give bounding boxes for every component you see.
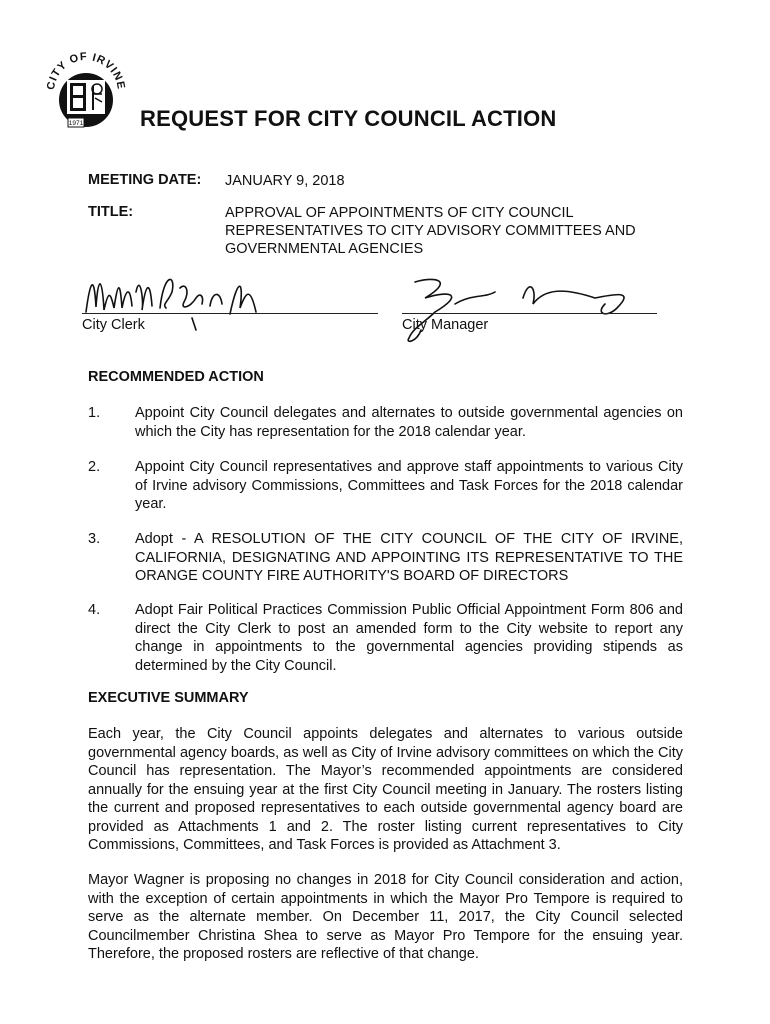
manager-signature-label: City Manager (402, 317, 489, 333)
title-value (225, 204, 685, 258)
document-title: REQUEST FOR CITY COUNCIL ACTION (140, 106, 557, 131)
action-item-number: 4. (88, 602, 101, 618)
action-item-number: 2. (88, 459, 101, 475)
action-item (88, 404, 683, 442)
seal-top-text: CITY OF IRVINE (44, 50, 128, 91)
action-item-text: Adopt Fair Political Practices Commission Public Official Appointment Form 806 and direct the City Clerk to post an amended form to the City website to report any change in appointments to the governmental agencies providing stipends as determined by the City Council. (135, 602, 683, 674)
recommended-action-heading: RECOMMENDED ACTION (88, 369, 264, 385)
city-seal-logo (40, 42, 132, 134)
action-item (88, 458, 683, 514)
seal-year: 1971 (68, 120, 84, 127)
action-item-number: 3. (88, 531, 101, 547)
meeting-date-value: JANUARY 9, 2018 (225, 173, 345, 189)
manager-signature-line (402, 313, 657, 314)
action-item-text: Appoint City Council delegates and alternates to outside governmental agencies on which the City has representation for the 2018 calendar year. (135, 405, 683, 440)
title-line-2: REPRESENTATIVES TO CITY ADVISORY COMMITTEES AND (225, 223, 636, 239)
action-item (88, 601, 683, 676)
executive-summary-paragraph-1: Each year, the City Council appoints delegates and alternates to various outside governmental agency boards, as well as City of Irvine advisory committees on which the City Council has representation. The Mayor’s recommended appointments are considered annually for the ensuing year at the first City Council meeting in January. The rosters listing the current and proposed representatives to each outside governmental agency board are provided as Attachments 1 and 2. The roster listing current representatives to City Commissions, Committees, and Task Forces is provided as Attachment 3. (88, 726, 683, 853)
title-label: TITLE: (88, 204, 134, 220)
clerk-signature-label: City Clerk (82, 317, 145, 333)
action-item-number: 1. (88, 405, 101, 421)
action-item-text: Appoint City Council representatives and approve staff appointments to various City of Irvine advisory Commissions, Committees and Task Forces for the 2018 calendar year. (135, 459, 683, 512)
executive-summary-paragraph-2: Mayor Wagner is proposing no changes in 2018 for City Council consideration and action, with the exception of certain appointments in which the Mayor Pro Tempore is required to serve as the alternate member. On December 11, 2017, the City Council selected Councilmember Christina Shea to serve as Mayor Pro Tempore for the ensuing year. Therefore, the proposed rosters are reflective of that change. (88, 872, 683, 962)
title-line-1: APPROVAL OF APPOINTMENTS OF CITY COUNCIL (225, 205, 574, 221)
city-manager-signature (395, 268, 655, 348)
executive-summary-heading: EXECUTIVE SUMMARY (88, 690, 249, 706)
action-item (88, 530, 683, 586)
meeting-date-label: MEETING DATE: (88, 172, 202, 188)
action-item-text: Adopt - A RESOLUTION OF THE CITY COUNCIL OF THE CITY OF IRVINE, CALIFORNIA, DESIGNATING AND APPOINTING ITS REPRESENTATIVE TO THE ORANGE COUNTY FIRE AUTHORITY'S BOARD OF DIRECTORS (135, 531, 683, 584)
clerk-signature-line (82, 313, 378, 314)
title-line-3: GOVERNMENTAL AGENCIES (225, 241, 424, 257)
